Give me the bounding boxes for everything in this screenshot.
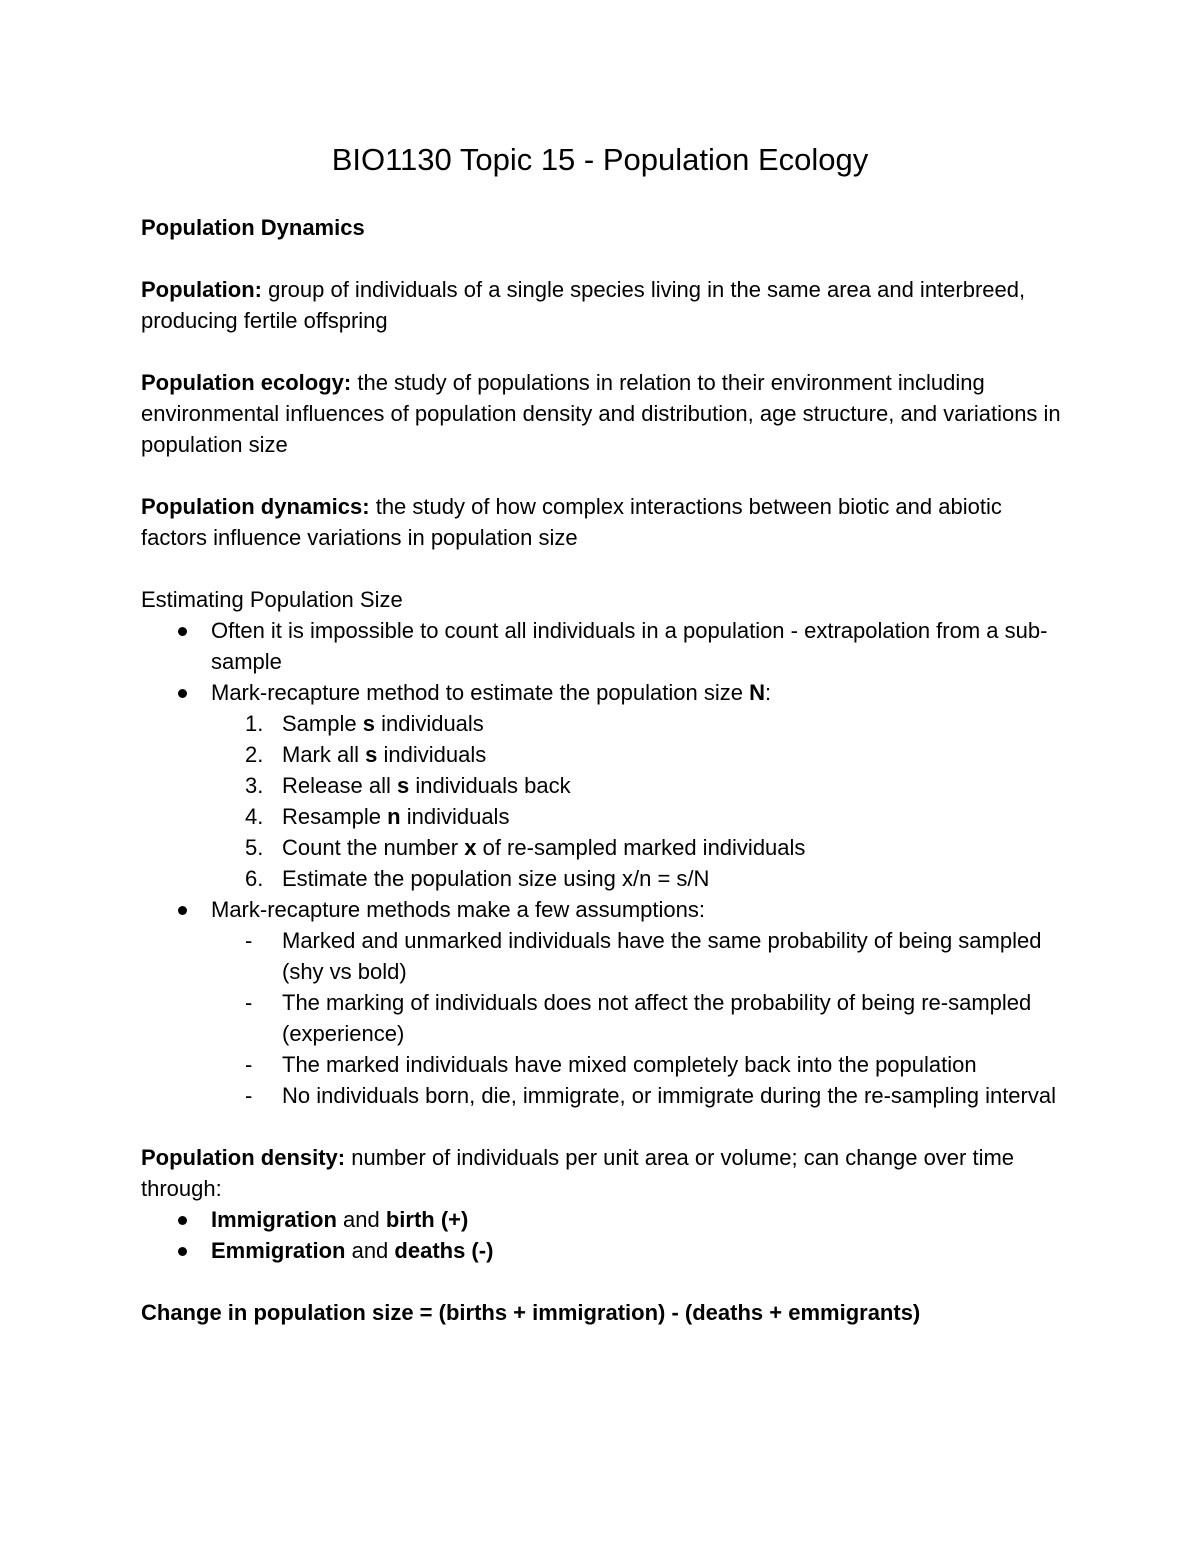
steps-list — [141, 708, 1061, 894]
step-item: 1. Sample s individuals — [245, 711, 484, 736]
term: Population density: — [141, 1145, 346, 1170]
list-item: Immigration and birth (+) — [141, 1204, 1061, 1235]
term: Population dynamics: — [141, 494, 370, 519]
section-heading: Population Dynamics — [141, 215, 365, 240]
step-item: 4. Resample n individuals — [245, 804, 510, 829]
assumptions-list — [141, 925, 1061, 1111]
term: Population: — [141, 277, 262, 302]
assumption-item: - The marked individuals have mixed completely back into the population — [245, 1052, 977, 1077]
assumption-item: - No individuals born, die, immigrate, or immigrate during the re-sampling interval — [245, 1083, 1056, 1108]
list-item: Often it is impossible to count all individuals in a population - extrapolation from a sub-sample — [141, 615, 1061, 677]
density-list — [141, 1204, 1061, 1266]
step-item: 2. Mark all s individuals — [245, 742, 487, 767]
document-body — [141, 212, 1061, 1328]
list-item: Mark-recapture method to estimate the population size N: 1. Sample s individuals 2. Mark all s individuals 3. Release all s individuals back 4. Resample n individuals 5. Count the number x of re-sampled marked individuals 6. Estimate the population size using x/n = s/N — [141, 677, 1061, 894]
estimating-heading: Estimating Population Size — [141, 587, 403, 612]
definition-population-density — [141, 1142, 1061, 1204]
term: Population ecology: — [141, 370, 352, 395]
assumption-item: - The marking of individuals does not affect the probability of being re-sampled (experience) — [245, 990, 1032, 1046]
definition-population-ecology — [141, 367, 1061, 460]
estimating-list — [141, 615, 1061, 1111]
list-item: Emmigration and deaths (-) — [141, 1235, 1061, 1266]
bullet-icon — [178, 1216, 187, 1225]
assumption-item: - Marked and unmarked individuals have the same probability of being sampled (shy vs bold) — [245, 928, 1042, 984]
step-item: 3. Release all s individuals back — [245, 773, 571, 798]
definition-population — [141, 274, 1061, 336]
definition-text: the study of how complex interactions between biotic and abiotic factors influence variations in population size — [141, 494, 1002, 550]
definition-text: number of individuals per unit area or volume; can change over time through: — [141, 1145, 1015, 1201]
step-item: 5. Count the number x of re-sampled marked individuals — [245, 835, 806, 860]
page-title: BIO1130 Topic 15 - Population Ecology — [331, 142, 869, 177]
population-change-equation: Change in population size = (births + immigration) - (deaths + emmigrants) — [141, 1300, 921, 1325]
bullet-icon — [178, 906, 187, 915]
bullet-icon — [178, 627, 187, 636]
bullet-icon — [178, 1247, 187, 1256]
list-item: Mark-recapture methods make a few assumptions: - Marked and unmarked individuals have the same probability of being sampled (shy vs bold) - The marking of individuals does not affect the probability of being re-sampled (experience) - The marked individuals have mixed completely back into the population - No individuals born, die, immigrate, or immigrate during the re-sampling interval — [141, 894, 1061, 1111]
definition-population-dynamics — [141, 491, 1061, 553]
definition-text: group of individuals of a single species living in the same area and interbreed, producing fertile offspring — [141, 277, 1026, 333]
definition-text: the study of populations in relation to their environment including environmental influences of population density and distribution, age structure, and variations in population size — [141, 370, 1061, 457]
step-item: 6. Estimate the population size using x/n = s/N — [245, 866, 710, 891]
bullet-icon — [178, 689, 187, 698]
